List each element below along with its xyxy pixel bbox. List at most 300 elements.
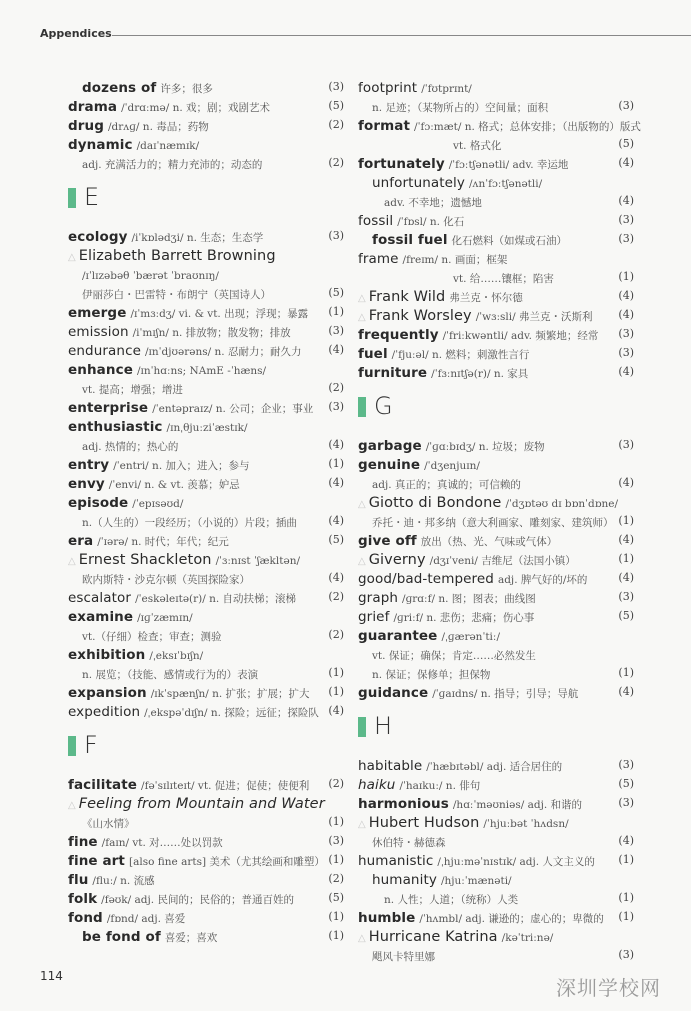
unit-reference: (3) bbox=[618, 758, 634, 771]
watermark: 深圳学校网 bbox=[556, 976, 661, 1000]
definition: /ˈhæbɪtəbl/ adj. 适合居住的 bbox=[426, 761, 563, 773]
glossary-entry bbox=[358, 812, 634, 831]
triangle-icon: △ bbox=[68, 252, 76, 263]
glossary-entry bbox=[358, 362, 634, 381]
headword: fine art bbox=[68, 853, 125, 869]
headword: unfortunately bbox=[372, 175, 465, 191]
glossary-entry bbox=[358, 77, 634, 96]
glossary-entry bbox=[358, 343, 634, 362]
glossary-entry bbox=[358, 850, 634, 869]
glossary-entry-continuation bbox=[358, 831, 634, 850]
unit-reference: (3) bbox=[618, 948, 634, 961]
headword: be fond of bbox=[82, 929, 161, 945]
headword: Ernest Shackleton bbox=[78, 552, 212, 568]
unit-reference: (4) bbox=[328, 343, 344, 356]
definition: /ʌnˈfɔːtʃənətli/ bbox=[469, 178, 543, 190]
glossary-entry-continuation bbox=[68, 812, 344, 831]
glossary-entry bbox=[68, 473, 344, 492]
unit-reference: (4) bbox=[328, 438, 344, 451]
unit-reference: (1) bbox=[328, 815, 344, 828]
definition: /ˈenvi/ n. & vt. 羡慕；妒忌 bbox=[108, 479, 240, 491]
glossary-entry bbox=[358, 492, 634, 511]
unit-reference: (4) bbox=[618, 685, 634, 698]
glossary-entry-continuation bbox=[68, 568, 344, 587]
definition: /ˈɜːnɪst ˈʃækltən/ bbox=[215, 555, 301, 567]
definition: vt. 给……镶框；陷害 bbox=[453, 273, 554, 285]
headword: enthusiastic bbox=[68, 419, 163, 435]
definition: /hɑːˈməʊniəs/ adj. 和谐的 bbox=[452, 799, 583, 811]
glossary-entry bbox=[68, 115, 344, 134]
definition: /ˈfɔːmæt/ n. 格式；总体安排；（出版物的）版式 bbox=[414, 121, 641, 133]
headword: frequently bbox=[358, 327, 439, 343]
definition: vt. 提高；增强；增进 bbox=[82, 384, 183, 396]
glossary-entry bbox=[68, 340, 344, 359]
definition: /ˈfriːkwəntli/ adv. 频繁地；经常 bbox=[442, 330, 599, 342]
unit-reference: (1) bbox=[618, 270, 634, 283]
definition: /ˈentəpraɪz/ n. 公司；企业；事业 bbox=[152, 403, 314, 415]
definition: /iˈmɪʃn/ n. 排放物；散发物；排放 bbox=[132, 327, 291, 339]
glossary-entry-continuation bbox=[68, 283, 344, 302]
glossary-entry-continuation bbox=[358, 663, 634, 682]
unit-reference: (2) bbox=[328, 590, 344, 603]
glossary-entry-continuation bbox=[358, 473, 634, 492]
unit-reference: (3) bbox=[328, 400, 344, 413]
triangle-icon: △ bbox=[68, 800, 76, 811]
unit-reference: (5) bbox=[618, 609, 634, 622]
headword: graph bbox=[358, 590, 399, 606]
glossary-entry-continuation bbox=[68, 511, 344, 530]
headword: fossil bbox=[358, 213, 394, 229]
glossary-entry bbox=[68, 454, 344, 473]
headword: Giverny bbox=[368, 552, 426, 568]
definition: vt. 格式化 bbox=[453, 140, 502, 152]
definition: 乔托・迪・邦多纳（意大利画家、雕刻家、建筑师） bbox=[372, 517, 614, 529]
definition: /ˈdrɑːmə/ n. 戏；剧；戏剧艺术 bbox=[121, 102, 271, 114]
definition: /ˈentri/ n. 加入；进入；参与 bbox=[113, 460, 250, 472]
glossary-entry bbox=[358, 454, 634, 473]
glossary-entry bbox=[68, 869, 344, 888]
definition: /ˈfɔːtʃənətli/ adv. 幸运地 bbox=[448, 159, 569, 171]
unit-reference: (5) bbox=[328, 533, 344, 546]
glossary-entry bbox=[358, 324, 634, 343]
definition: adj. 充满活力的；精力充沛的；动态的 bbox=[82, 159, 263, 171]
section-marker bbox=[68, 736, 76, 756]
unit-reference: (4) bbox=[618, 289, 634, 302]
definition: /fɒnd/ adj. 喜爱 bbox=[106, 913, 186, 925]
headword: Frank Wild bbox=[368, 289, 446, 305]
unit-reference: (3) bbox=[618, 99, 634, 112]
definition: /ˈɡaɪdns/ n. 指导；引导；导航 bbox=[432, 688, 579, 700]
definition: /ˈfɜːnɪtʃə(r)/ n. 家具 bbox=[431, 368, 529, 380]
headword: folk bbox=[68, 891, 98, 907]
unit-reference: (4) bbox=[328, 704, 344, 717]
headword: haiku bbox=[358, 777, 396, 793]
glossary-entry bbox=[358, 568, 634, 587]
glossary-entry-continuation bbox=[68, 625, 344, 644]
triangle-icon: △ bbox=[358, 819, 366, 830]
unit-reference: (3) bbox=[328, 834, 344, 847]
unit-reference: (2) bbox=[328, 381, 344, 394]
headword: enhance bbox=[68, 362, 133, 378]
headword: drama bbox=[68, 99, 118, 115]
glossary-entry bbox=[358, 682, 634, 701]
unit-reference: (1) bbox=[328, 666, 344, 679]
glossary-entry-continuation bbox=[358, 134, 634, 153]
glossary-entry-continuation bbox=[358, 644, 634, 663]
definition: 伊丽莎白・巴雷特・布朗宁（英国诗人） bbox=[82, 289, 271, 301]
glossary-entry bbox=[358, 774, 634, 793]
glossary-entry bbox=[68, 134, 344, 153]
glossary-column-right bbox=[358, 77, 641, 964]
glossary-entry bbox=[68, 530, 344, 549]
glossary-entry-continuation bbox=[68, 663, 344, 682]
unit-reference: (3) bbox=[618, 590, 634, 603]
definition: 弗兰克・怀尔德 bbox=[449, 292, 523, 304]
headword: frame bbox=[358, 251, 399, 267]
glossary-entry bbox=[358, 869, 634, 888]
definition: /ˈhaɪkuː/ n. 俳句 bbox=[399, 780, 481, 792]
unit-reference: (1) bbox=[618, 514, 634, 527]
definition: /ˈɡɑːbɪdʒ/ n. 垃圾；废物 bbox=[425, 441, 545, 453]
definition: /ˌɡærənˈtiː/ bbox=[441, 631, 500, 643]
definition: /drʌɡ/ n. 毒品；药物 bbox=[108, 121, 209, 133]
headword: Giotto di Bondone bbox=[368, 495, 502, 511]
glossary-entry bbox=[358, 435, 634, 454]
definition: /hjuːˈmænəti/ bbox=[440, 875, 512, 887]
headword: expansion bbox=[68, 685, 147, 701]
definition: n. 人性；人道；（统称）人类 bbox=[384, 894, 519, 906]
glossary-entry bbox=[358, 755, 634, 774]
headword: emerge bbox=[68, 305, 127, 321]
headword: era bbox=[68, 533, 94, 549]
definition: /ˌekspəˈdɪʃn/ n. 探险；远征；探险队 bbox=[144, 707, 319, 719]
unit-reference: (2) bbox=[328, 118, 344, 131]
unit-reference: (4) bbox=[328, 514, 344, 527]
section-marker bbox=[358, 397, 366, 417]
glossary-entry-continuation bbox=[358, 945, 634, 964]
glossary-entry-continuation bbox=[358, 511, 634, 530]
definition: vt.（仔细）检查；审查；测验 bbox=[82, 631, 222, 643]
headword: garbage bbox=[358, 438, 422, 454]
headword: endurance bbox=[68, 343, 141, 359]
headword: humble bbox=[358, 910, 416, 926]
definition: /fəʊk/ adj. 民间的；民俗的；普通百姓的 bbox=[101, 894, 294, 906]
definition: 休伯特・赫德森 bbox=[372, 837, 446, 849]
definition: /ˈepɪsəʊd/ bbox=[132, 498, 184, 510]
headword: genuine bbox=[358, 457, 421, 473]
glossary-entry bbox=[68, 926, 344, 945]
section-letter: F bbox=[84, 731, 98, 759]
headword: entry bbox=[68, 457, 110, 473]
definition: 许多；很多 bbox=[160, 83, 213, 95]
unit-reference: (1) bbox=[618, 853, 634, 866]
unit-reference: (4) bbox=[618, 834, 634, 847]
glossary-entry bbox=[68, 226, 344, 245]
glossary-entry bbox=[68, 492, 344, 511]
glossary-entry bbox=[358, 907, 634, 926]
headword: exhibition bbox=[68, 647, 146, 663]
headword: drug bbox=[68, 118, 104, 134]
definition: n. 展览；（技能、感情或行为的）表演 bbox=[82, 669, 259, 681]
headword: furniture bbox=[358, 365, 428, 381]
definition: adj. 真正的；真诚的；可信赖的 bbox=[372, 479, 521, 491]
headword: Hurricane Katrina bbox=[368, 929, 498, 945]
section-header bbox=[358, 381, 634, 435]
glossary-entry bbox=[68, 96, 344, 115]
definition: /daɪˈnæmɪk/ bbox=[136, 140, 200, 152]
definition: /ˈdʒenjuɪn/ bbox=[424, 460, 480, 472]
glossary-entry bbox=[358, 606, 634, 625]
unit-reference: (1) bbox=[328, 457, 344, 470]
glossary-entry bbox=[68, 682, 344, 701]
definition: /freɪm/ n. 画面；框架 bbox=[402, 254, 508, 266]
triangle-icon: △ bbox=[358, 312, 366, 323]
headword: guidance bbox=[358, 685, 429, 701]
definition: /ɡrɑːf/ n. 图；图表；曲线图 bbox=[402, 593, 536, 605]
glossary-entry bbox=[358, 286, 634, 305]
definition: 喜爱；喜欢 bbox=[164, 932, 218, 944]
unit-reference: (5) bbox=[618, 777, 634, 790]
definition: /ˌhjuːməˈnɪstɪk/ adj. 人文主义的 bbox=[437, 856, 595, 868]
glossary-entry bbox=[68, 831, 344, 850]
definition: [also fine arts] 美术（尤其绘画和雕塑） bbox=[129, 856, 325, 868]
headword: fortunately bbox=[358, 156, 445, 172]
headword: facilitate bbox=[68, 777, 138, 793]
definition: /ɡriːf/ n. 悲伤；悲痛；伤心事 bbox=[393, 612, 535, 624]
glossary-entry bbox=[358, 172, 634, 191]
headword: emission bbox=[68, 324, 129, 340]
headword: footprint bbox=[358, 80, 418, 96]
headword: give off bbox=[358, 533, 417, 549]
unit-reference: (4) bbox=[328, 476, 344, 489]
glossary-entry bbox=[68, 549, 344, 568]
definition: /ˈɪərə/ n. 时代；年代；纪元 bbox=[97, 536, 229, 548]
unit-reference: (5) bbox=[328, 286, 344, 299]
glossary-entry bbox=[68, 606, 344, 625]
headword: humanity bbox=[372, 872, 437, 888]
headword: Elizabeth Barrett Browning bbox=[78, 248, 276, 264]
headword: Feeling from Mountain and Water bbox=[78, 796, 325, 812]
section-header bbox=[68, 172, 344, 226]
running-header: Appendices bbox=[40, 27, 112, 40]
definition: /ɪˈmɜːdʒ/ vi. & vt. 出现；浮现；暴露 bbox=[130, 308, 309, 320]
glossary-entry bbox=[68, 302, 344, 321]
section-letter: G bbox=[374, 392, 393, 420]
headword: habitable bbox=[358, 758, 423, 774]
unit-reference: (1) bbox=[328, 929, 344, 942]
glossary-entry-continuation bbox=[68, 264, 344, 283]
glossary-entry-continuation bbox=[68, 435, 344, 454]
header-divider bbox=[112, 35, 691, 36]
glossary-entry bbox=[68, 397, 344, 416]
glossary-entry bbox=[358, 229, 634, 248]
unit-reference: (1) bbox=[328, 853, 344, 866]
glossary-entry bbox=[68, 77, 344, 96]
headword: fossil fuel bbox=[372, 232, 448, 248]
unit-reference: (2) bbox=[328, 777, 344, 790]
definition: /fluː/ n. 流感 bbox=[92, 875, 155, 887]
glossary-entry bbox=[358, 305, 634, 324]
definition: /ɪˈlɪzəbəθ ˈbærət ˈbraʊnɪŋ/ bbox=[82, 270, 219, 282]
definition: /dʒɪˈveni/ 吉维尼（法国小镇） bbox=[429, 555, 576, 567]
unit-reference: (1) bbox=[328, 305, 344, 318]
headword: flu bbox=[68, 872, 89, 888]
glossary-entry bbox=[358, 549, 634, 568]
definition: /ɪnˈhɑːns; NAmE -ˈhæns/ bbox=[136, 365, 267, 377]
unit-reference: (1) bbox=[328, 685, 344, 698]
glossary-entry bbox=[68, 359, 344, 378]
triangle-icon: △ bbox=[358, 499, 366, 510]
unit-reference: (1) bbox=[618, 666, 634, 679]
definition: /fəˈsɪlɪteɪt/ vt. 促进；促使；使便利 bbox=[141, 780, 310, 792]
definition: 飓风卡特里娜 bbox=[372, 951, 435, 963]
glossary-entry-continuation bbox=[68, 378, 344, 397]
glossary-entry bbox=[358, 153, 634, 172]
definition: /ˌeksɪˈbɪʃn/ bbox=[149, 650, 204, 662]
definition: /ˈhjuːbət ˈhʌdsn/ bbox=[483, 818, 569, 830]
unit-reference: (4) bbox=[618, 476, 634, 489]
unit-reference: (1) bbox=[618, 910, 634, 923]
unit-reference: (5) bbox=[328, 99, 344, 112]
unit-reference: (3) bbox=[328, 229, 344, 242]
headword: examine bbox=[68, 609, 134, 625]
headword: episode bbox=[68, 495, 129, 511]
glossary-entry bbox=[68, 245, 344, 264]
glossary-entry bbox=[68, 774, 344, 793]
glossary-entry bbox=[68, 907, 344, 926]
unit-reference: (5) bbox=[618, 137, 634, 150]
headword: escalator bbox=[68, 590, 132, 606]
definition: /ɪnˌθjuːziˈæstɪk/ bbox=[166, 422, 248, 434]
unit-reference: (3) bbox=[618, 213, 634, 226]
definition: /ˈeskəleɪtə(r)/ n. 自动扶梯；滚梯 bbox=[135, 593, 297, 605]
definition: /ˈfɒsl/ n. 化石 bbox=[397, 216, 465, 228]
glossary-entry-continuation bbox=[358, 267, 634, 286]
unit-reference: (4) bbox=[618, 365, 634, 378]
definition: 欧内斯特・沙克尔顿（英国探险家） bbox=[82, 574, 250, 586]
glossary-entry bbox=[358, 248, 634, 267]
definition: /ˈwɜːsli/ 弗兰克・沃斯利 bbox=[475, 311, 593, 323]
definition: 化石燃料（如煤或石油） bbox=[451, 235, 568, 247]
headword: guarantee bbox=[358, 628, 438, 644]
glossary-entry bbox=[68, 701, 344, 720]
unit-reference: (1) bbox=[618, 552, 634, 565]
unit-reference: (3) bbox=[618, 232, 634, 245]
glossary-entry bbox=[68, 850, 344, 869]
unit-reference: (1) bbox=[328, 910, 344, 923]
unit-reference: (3) bbox=[328, 80, 344, 93]
triangle-icon: △ bbox=[68, 556, 76, 567]
headword: fuel bbox=[358, 346, 388, 362]
unit-reference: (4) bbox=[618, 308, 634, 321]
glossary-column-left bbox=[68, 77, 344, 945]
unit-reference: (4) bbox=[618, 156, 634, 169]
section-letter: E bbox=[84, 183, 100, 211]
glossary-entry-continuation bbox=[358, 96, 634, 115]
glossary-entry bbox=[358, 625, 634, 644]
unit-reference: (3) bbox=[618, 327, 634, 340]
definition: /ˈfʊtprɪnt/ bbox=[421, 83, 472, 95]
unit-reference: (4) bbox=[618, 533, 634, 546]
unit-reference: (2) bbox=[328, 156, 344, 169]
definition: /ˈhʌmbl/ adj. 谦逊的；虚心的；卑微的 bbox=[419, 913, 604, 925]
glossary-entry bbox=[358, 115, 641, 134]
unit-reference: (2) bbox=[328, 872, 344, 885]
definition: n. 保证；保修单；担保物 bbox=[372, 669, 491, 681]
headword: fond bbox=[68, 910, 103, 926]
glossary-entry bbox=[68, 321, 344, 340]
definition: n.（人生的）一段经历；（小说的）片段；插曲 bbox=[82, 517, 297, 529]
definition: adv. 不幸地；遗憾地 bbox=[384, 197, 482, 209]
definition: /ɪkˈspænʃn/ n. 扩张；扩展；扩大 bbox=[150, 688, 310, 700]
glossary-entry bbox=[358, 587, 634, 606]
headword: grief bbox=[358, 609, 390, 625]
headword: expedition bbox=[68, 704, 141, 720]
headword: ecology bbox=[68, 229, 128, 245]
triangle-icon: △ bbox=[358, 933, 366, 944]
triangle-icon: △ bbox=[358, 556, 366, 567]
headword: harmonious bbox=[358, 796, 449, 812]
glossary-entry bbox=[358, 793, 634, 812]
headword: Frank Worsley bbox=[368, 308, 472, 324]
unit-reference: (4) bbox=[328, 571, 344, 584]
headword: format bbox=[358, 118, 411, 134]
definition: 放出（热、光、气味或气体） bbox=[420, 536, 558, 548]
headword: humanistic bbox=[358, 853, 434, 869]
headword: dynamic bbox=[68, 137, 133, 153]
headword: good/bad-tempered bbox=[358, 571, 494, 587]
definition: vt. 保证；确保；肯定……必然发生 bbox=[372, 650, 536, 662]
triangle-icon: △ bbox=[358, 293, 366, 304]
glossary-entry-continuation bbox=[358, 888, 634, 907]
section-letter: H bbox=[374, 712, 393, 740]
glossary-entry bbox=[68, 587, 344, 606]
definition: /ˈfjuːəl/ n. 燃料；刺激性言行 bbox=[391, 349, 530, 361]
unit-reference: (1) bbox=[618, 891, 634, 904]
headword: enterprise bbox=[68, 400, 149, 416]
headword: dozens of bbox=[82, 80, 157, 96]
section-header bbox=[358, 701, 634, 755]
definition: n. 足迹；（某物所占的）空间量；面积 bbox=[372, 102, 549, 114]
glossary-entry bbox=[68, 793, 344, 812]
page-number: 114 bbox=[40, 969, 63, 983]
glossary-entry bbox=[68, 644, 344, 663]
definition: /ɪɡˈzæmɪn/ bbox=[137, 612, 193, 624]
headword: fine bbox=[68, 834, 98, 850]
glossary-entry-continuation bbox=[358, 191, 634, 210]
glossary-entry bbox=[358, 530, 634, 549]
definition: /iˈkɒlədʒi/ n. 生态；生态学 bbox=[131, 232, 264, 244]
unit-reference: (4) bbox=[618, 571, 634, 584]
headword: envy bbox=[68, 476, 105, 492]
definition: /ˈdʒɒtəʊ dɪ bɒnˈdɒne/ bbox=[505, 498, 618, 510]
definition: 《山水情》 bbox=[82, 818, 135, 830]
section-header bbox=[68, 720, 344, 774]
unit-reference: (3) bbox=[328, 324, 344, 337]
section-marker bbox=[68, 188, 76, 208]
glossary-entry-continuation bbox=[68, 153, 344, 172]
glossary-entry bbox=[68, 416, 344, 435]
definition: /kəˈtriːnə/ bbox=[501, 932, 554, 944]
section-marker bbox=[358, 717, 366, 737]
definition: adj. 脾气好的/坏的 bbox=[497, 574, 588, 586]
definition: /faɪn/ vt. 对……处以罚款 bbox=[101, 837, 223, 849]
unit-reference: (4) bbox=[618, 194, 634, 207]
definition: adj. 热情的；热心的 bbox=[82, 441, 179, 453]
glossary-entry bbox=[358, 926, 634, 945]
glossary-entry bbox=[358, 210, 634, 229]
unit-reference: (3) bbox=[618, 796, 634, 809]
